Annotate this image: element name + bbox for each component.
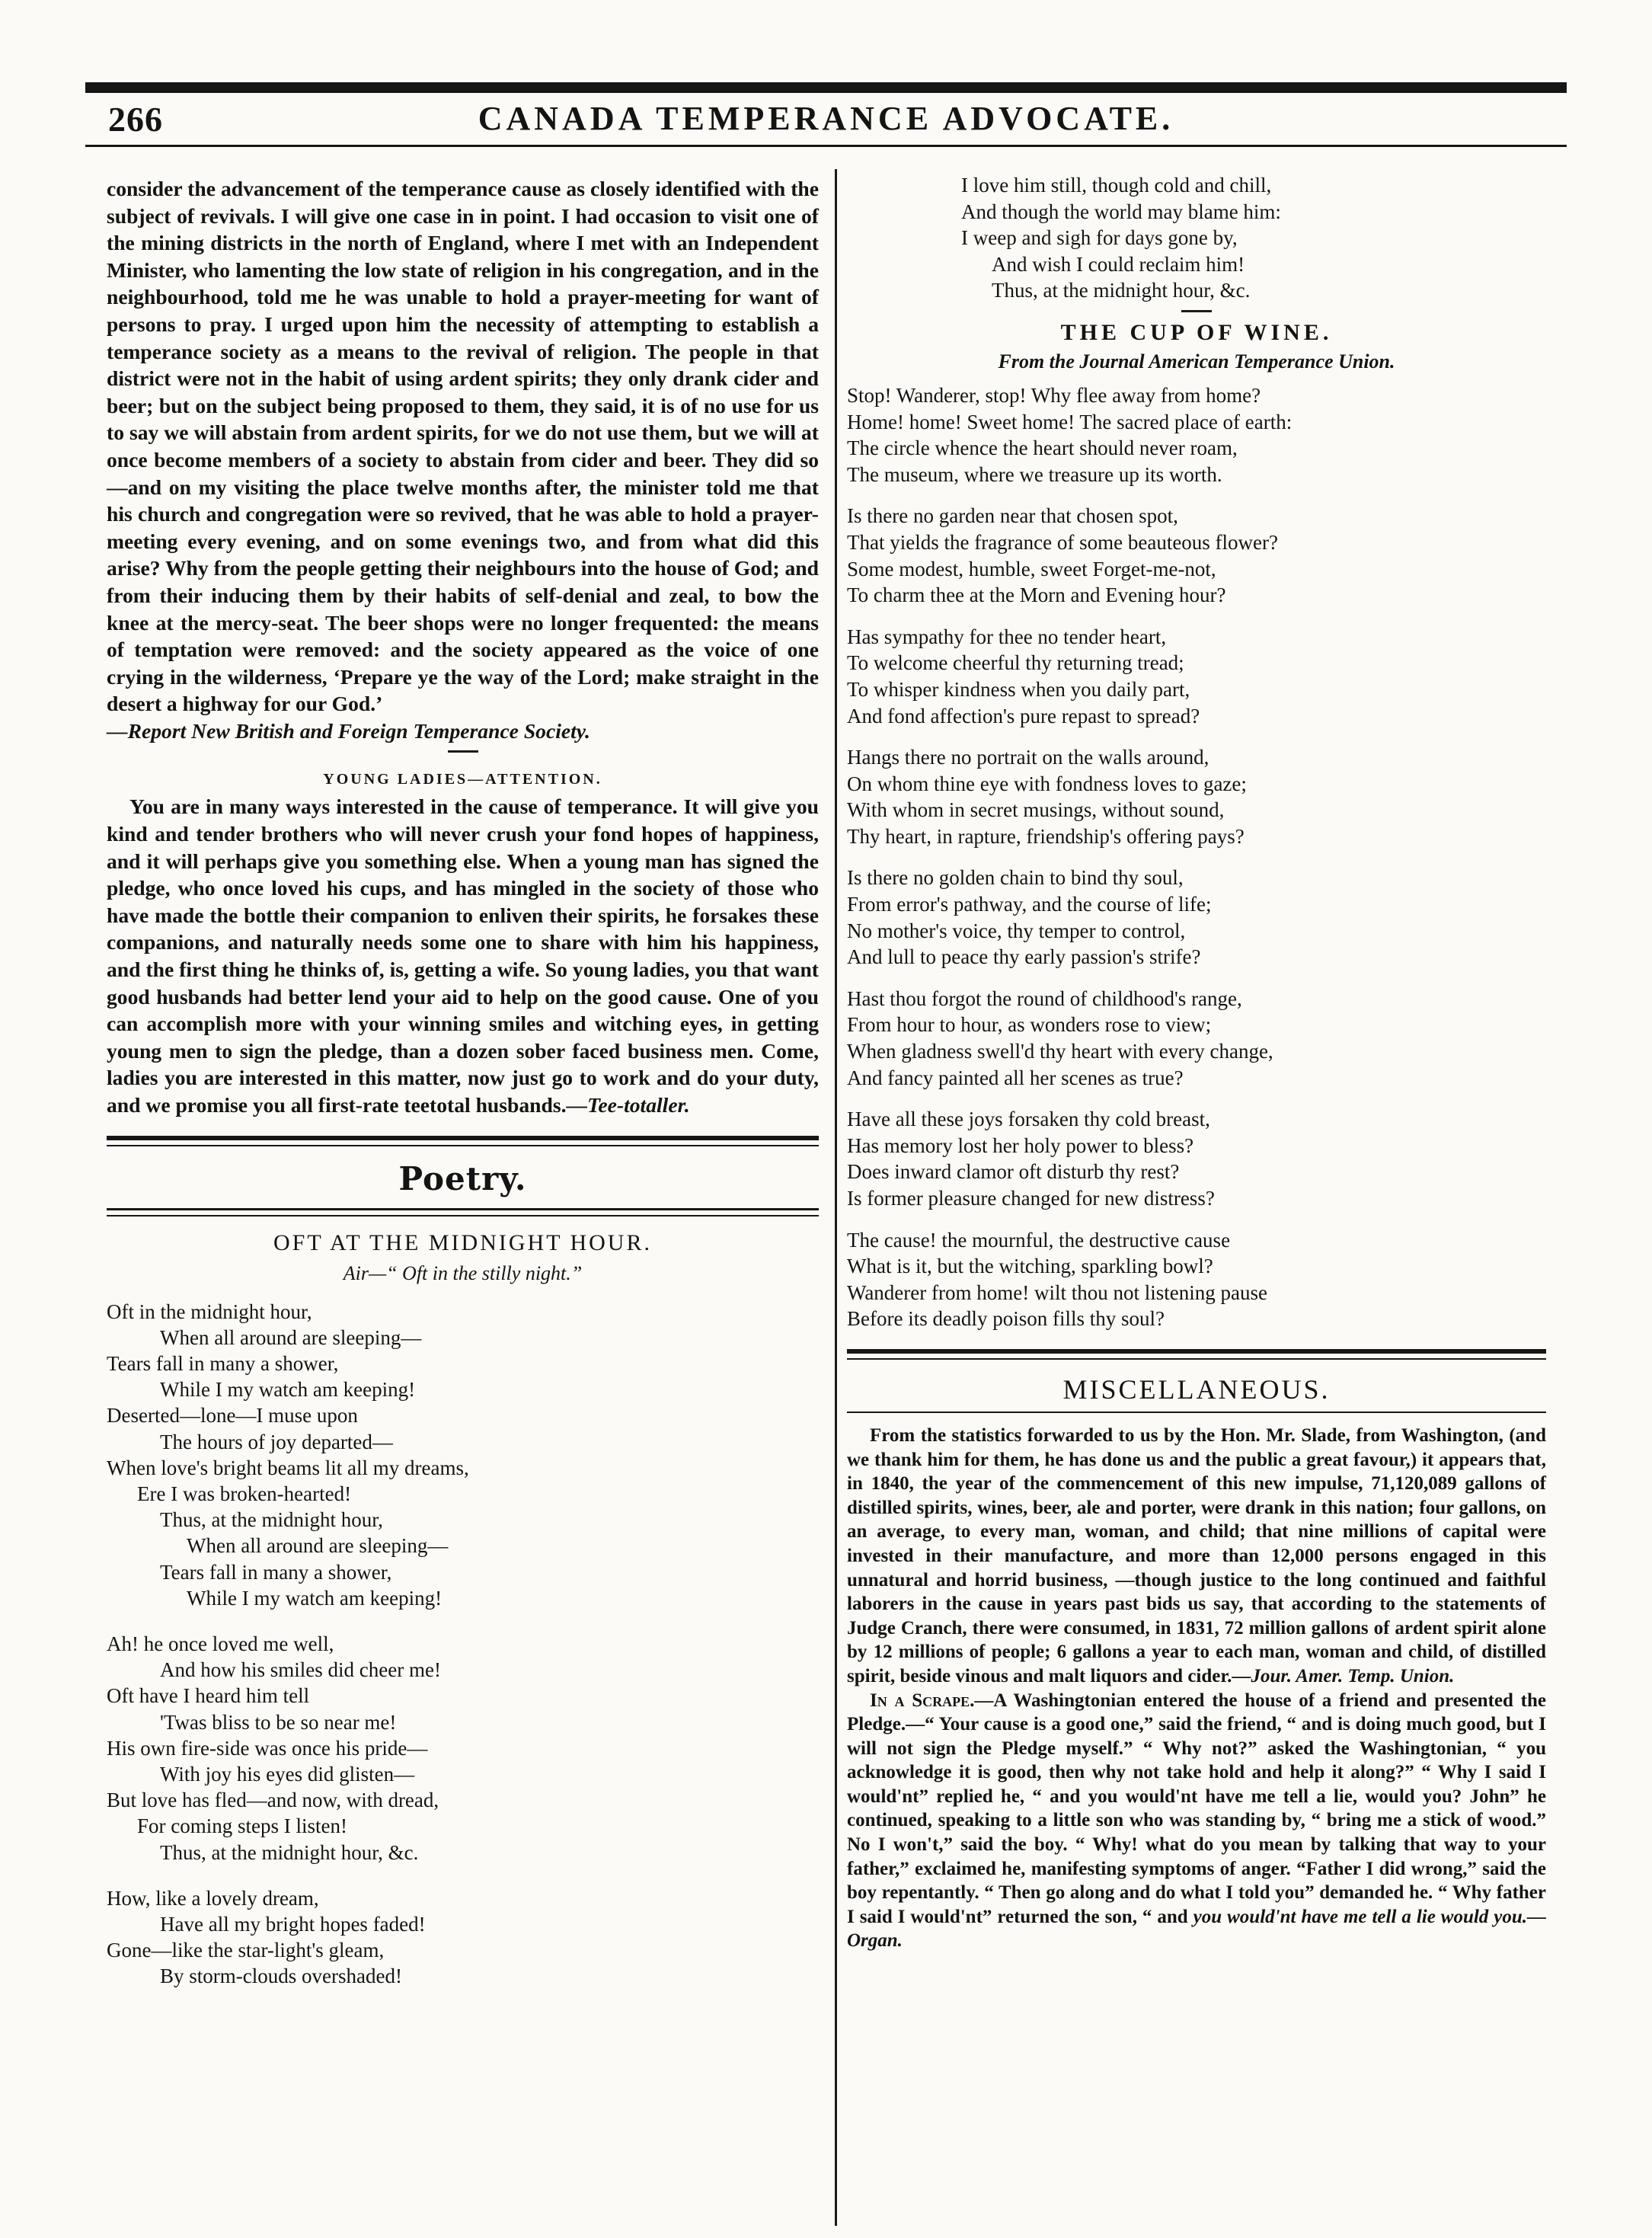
poem-line: And fancy painted all her scenes as true? (847, 1066, 1184, 1089)
poem-line: Some modest, humble, sweet Forget-me-not, (847, 557, 1216, 580)
header-rule (85, 82, 1567, 93)
poem-line: What is it, but the witching, sparkling bowl? (847, 1255, 1213, 1278)
poem-line: Ah! he once loved me well, (107, 1632, 334, 1656)
young-ladies-heading: YOUNG LADIES—ATTENTION. (323, 771, 602, 788)
poem-body (107, 1299, 819, 1990)
scrape-lead: In a Scrape. (870, 1690, 975, 1711)
poem-stanza (847, 1106, 1546, 1211)
poem-line: From hour to hour, as wonders rose to view; (847, 1013, 1212, 1037)
revival-paragraph: consider the advancement of the temperance cause as closely identified with the subject of revivals. I will give one case in in point. I had occasion to visit one of the mining districts in the north of England, where I met with an Independent Minister, who lamenting the low state of religion in his congregation, and in the neighbourhood, told me he was unable to hold a prayer-meeting for want of persons to pray. I urged upon him the necessity of attempting to establish a temperance society as a means to the revival of religion. The people in that district were not in the habit of using ardent spirits; they only drank cider and beer; but on the subject being proposed to them, they said, it is of no use for us to say we will abstain from ardent spirits, for we do not use them, but we will at once become members of a society to abstain from cider and beer. They did so—and on my visiting the place twelve months after, the minister told me that his church and congregation were so revived, that he was able to hold a prayer-meeting every evening, and on some evenings two, and from what did this arise? Why from the people getting their neighbours into the house of God; and from their inducing them by their habits of self-denial and zeal, to bow the knee at the mercy-seat. The beer shops were no longer frequented: the means of temptation were removed: and the society appeared as the voice of one crying in the wilderness, ‘Prepare ye the way of the Lord; make straight in the desert a highway for our God.’ (107, 177, 819, 716)
poem-line: Before its deadly poison fills thy soul? (847, 1307, 1165, 1331)
poem-line: By storm-clouds overshaded! (160, 1965, 402, 1988)
poem-stanza (847, 624, 1546, 729)
poem-line: Wanderer from home! wilt thou not listening pause (847, 1280, 1267, 1304)
poem-line: To charm thee at the Morn and Evening hour? (847, 583, 1226, 607)
poem-stanza (847, 382, 1546, 488)
poem-line: To whisper kindness when you daily part, (847, 677, 1190, 701)
scrape-italic-end: you would'nt have me tell a lie would you. (1193, 1906, 1528, 1927)
poem-line: How, like a lovely dream, (107, 1886, 319, 1910)
poem-line: With joy his eyes did glisten— (160, 1763, 415, 1786)
poem-line: His own fire-side was once his pride— (107, 1736, 428, 1760)
poem-line: Home! home! Sweet home! The sacred place of earth: (847, 410, 1293, 433)
poem-line: Have all these joys forsaken thy cold breast, (847, 1108, 1210, 1131)
poem-line: Hangs there no portrait on the walls around, (847, 746, 1209, 769)
poem-line: While I my watch am keeping! (187, 1586, 443, 1610)
poem-stanza (107, 1631, 819, 1866)
misc-underline (847, 1412, 1546, 1413)
poem-line: And lull to peace thy early passion's strife? (847, 945, 1201, 969)
cup-of-wine-poem (847, 382, 1546, 1332)
cup-of-wine-title: THE CUP OF WINE. (1060, 319, 1333, 345)
poem-line: Stop! Wanderer, stop! Why flee away from home? (847, 383, 1261, 407)
scrape-source: —Organ. (847, 1906, 1547, 1952)
poem-line: Thus, at the midnight hour, &c. (160, 1840, 419, 1864)
poem-line: Is former pleasure changed for new distress? (847, 1187, 1215, 1210)
statistics-paragraph: From the statistics forwarded to us by the Hon. Mr. Slade, from Washington, (and we thank him for them, he has done us and the public a great favour,) it appears that, in 1840, the year of the commencement of this new impulse, 71,120,089 gallons of distilled spirits, wines, beer, ale and porter, were drank in this nation; four gallons, on an average, to every man, woman, and child; that nine millions of capital were invested in their manufacture, and more than 12,000 persons engaged in this unnatural and horrid business, —though justice to the long continued and faithful laborers in the cause in years past bids us say, that according to the statements of Judge Cranch, there were consumed, in 1831, 72 million gallons of ardent spirit alone by 12 millions of people; 6 gallons a year to each man, woman and child, of distilled spirit, beside vinous and malt liquors and cider. (847, 1424, 1546, 1686)
poem-line: Is there no garden near that chosen spot, (847, 504, 1178, 528)
poem-line: Deserted—lone—I muse upon (107, 1404, 358, 1428)
poem-line: For coming steps I listen! (137, 1814, 347, 1838)
poem-line: The museum, where we treasure up its worth. (847, 462, 1222, 486)
poetry-underline (107, 1208, 819, 1217)
poem-line: And though the world may blame him: (961, 200, 1281, 223)
poem-line: Ere I was broken-hearted! (137, 1482, 352, 1506)
right-column (847, 172, 1546, 1953)
poem-line: Has sympathy for thee no tender heart, (847, 625, 1167, 648)
poem-line: Does inward clamor oft disturb thy rest? (847, 1160, 1180, 1184)
miscellaneous-heading: MISCELLANEOUS. (1062, 1373, 1331, 1405)
misc-section-rule (847, 1349, 1546, 1360)
young-ladies-paragraph: You are in many ways interested in the cause of temperance. It will give you kind and tender brothers who will never crush your fond hopes of happiness, and it will perhaps give you something else. When a young man has signed the pledge, who once loved his cups, and has mingled in the society of those who have made the bottle their companion to enliven their spirits, he forsakes these companions, and naturally needs some one to share with him his happiness, and the first thing he thinks of, is, getting a wife. So young ladies, you that want good husbands had better lend your aid to help on the good cause. One of you can accomplish more with your winning smiles and witching eyes, in getting young men to sign the pledge, than a dozen sober faced business men. Come, ladies you are interested in this matter, now just go to work and do your duty, and we promise you all first-rate teetotal husbands. (107, 794, 819, 1117)
poem-title: OFT AT THE MIDNIGHT HOUR. (273, 1229, 652, 1255)
poem-line: The cause! the mournful, the destructive cause (847, 1228, 1231, 1252)
poem-line: Thus, at the midnight hour, (160, 1508, 383, 1532)
poem-line: But love has fled—and now, with dread, (107, 1789, 439, 1812)
left-column (107, 175, 819, 2009)
poem-line: And how his smiles did cheer me! (160, 1658, 441, 1682)
page-number: 266 (108, 100, 163, 139)
revival-article (107, 175, 819, 744)
poem-line: When all around are sleeping— (187, 1534, 449, 1558)
poem-line: Gone—like the star-light's gleam, (107, 1939, 385, 1962)
poem-stanza (847, 865, 1546, 970)
poem-stanza (847, 744, 1546, 849)
poem-line: Tears fall in many a shower, (160, 1560, 392, 1584)
poem-line: With whom in secret musings, without sound, (847, 798, 1225, 822)
poem-line: When gladness swell'd thy heart with every change, (847, 1040, 1273, 1063)
poem-line: And fond affection's pure repast to spread? (847, 704, 1200, 727)
poem-line: And wish I could reclaim him! (992, 252, 1245, 276)
poem-line: The circle whence the heart should never roam, (847, 436, 1238, 460)
poem-line: Thus, at the midnight hour, &c. (992, 279, 1251, 302)
poem-line: From error's pathway, and the course of life; (847, 893, 1212, 916)
poem-line: Has memory lost her holy power to bless? (847, 1133, 1194, 1157)
poem-stanza (107, 1885, 819, 1990)
poem-line: Thy heart, in rapture, friendship's offering pays? (847, 824, 1245, 848)
poem-line: To welcome cheerful thy returning tread; (847, 651, 1184, 675)
poem-stanza (107, 1299, 819, 1611)
poem-line: I love him still, though cold and chill, (961, 174, 1272, 197)
poem-stanza (847, 1227, 1546, 1332)
cup-of-wine-source: From the Journal American Temperance Union. (998, 350, 1395, 372)
young-ladies-source: —Tee-totaller. (566, 1093, 690, 1117)
poetry-heading: Poetry. (398, 1159, 527, 1197)
young-ladies-article (107, 793, 819, 1118)
header-underline (85, 145, 1567, 147)
poem-line: Oft in the midnight hour, (107, 1300, 312, 1323)
poem-line: When love's bright beams lit all my dreams, (107, 1456, 469, 1479)
poem-continuation (847, 172, 1546, 304)
poem-line: The hours of joy departed— (160, 1430, 393, 1453)
statistics-source: —Jour. Amer. Temp. Union. (1232, 1665, 1455, 1686)
poem-line: Is there no golden chain to bind thy soul, (847, 866, 1184, 890)
column-divider (835, 169, 837, 2226)
poetry-section-rule (107, 1136, 819, 1146)
short-divider (448, 750, 478, 753)
poem-line: No mother's voice, thy temper to control, (847, 919, 1186, 942)
poem-line: Have all my bright hopes faded! (160, 1913, 426, 1936)
poem-line: 'Twas bliss to be so near me! (160, 1710, 397, 1734)
poem-line: I weep and sigh for days gone by, (961, 226, 1238, 250)
poem-stanza (847, 503, 1546, 608)
miscellaneous-articles (847, 1424, 1546, 1953)
poem-line: While I my watch am keeping! (160, 1378, 416, 1402)
poem-stanza (847, 986, 1546, 1091)
poem-line: Hast thou forgot the round of childhood's range, (847, 986, 1242, 1010)
poem-line: That yields the fragrance of some beauteous flower? (847, 530, 1279, 554)
poem-line: On whom thine eye with fondness loves to gaze; (847, 772, 1247, 795)
revival-source: —Report New British and Foreign Temperance Society. (107, 718, 590, 743)
poem-line: When all around are sleeping— (160, 1325, 422, 1349)
short-divider (1181, 310, 1212, 312)
poem-line: Tears fall in many a shower, (107, 1352, 339, 1375)
scrape-paragraph: —A Washingtonian entered the house of a friend and presented the Pledge.—“ Your cause is a good one,” said the friend, “ and is doing much good, but I will not sign the Pledge myself.” “ Why not?” asked the Washingtonian, “ you acknowledge it is good, then why not take hold and help it along?” “ Why I said I would'nt” replied he, “ and you would'nt have me tell a lie, would you? John” he continued, speaking to a little son who was standing by, “ bring me a stick of wood.” No I won't,” said the boy. “ Why! what do you mean by talking that way to your father,” exclaimed he, manifesting symptoms of anger. “Father I did wrong,” said the boy repentantly. “ Then go along and do what I told you” demanded he. “ Why father I said I would'nt” returned the son, “ and (847, 1690, 1546, 1927)
running-title: CANADA TEMPERANCE ADVOCATE. (478, 100, 1174, 137)
poem-air: Air—“ Oft in the stilly night.” (343, 1261, 583, 1284)
poem-line: Oft have I heard him tell (107, 1684, 310, 1708)
